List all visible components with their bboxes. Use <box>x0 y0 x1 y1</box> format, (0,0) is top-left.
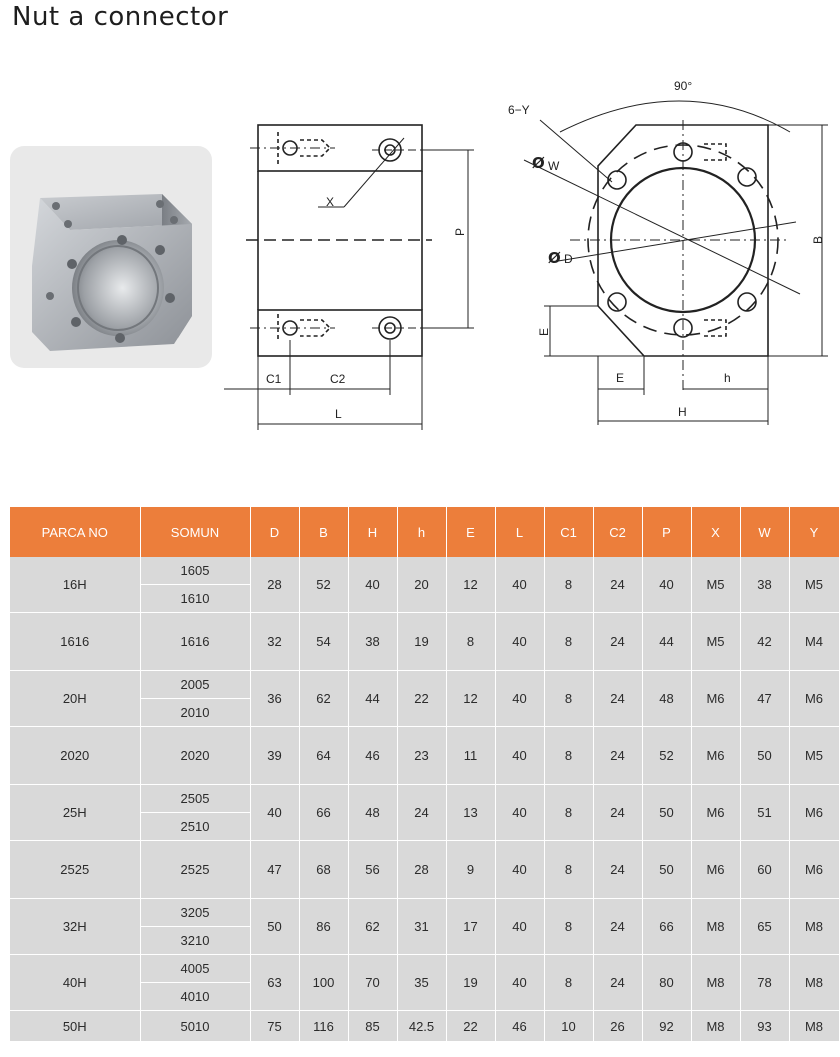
value-cell: 50 <box>740 727 789 785</box>
table-row <box>10 1011 839 1042</box>
value-cell: 44 <box>642 613 691 671</box>
value-cell: M8 <box>789 899 839 955</box>
column-header: h <box>397 507 446 557</box>
part-number-cell: 1616 <box>10 613 140 671</box>
technical-drawings <box>0 0 840 470</box>
value-cell: M6 <box>789 785 839 841</box>
value-cell: 42.5 <box>397 1011 446 1042</box>
value-cell: 40 <box>495 785 544 841</box>
label-x: X <box>326 195 335 209</box>
value-cell: 35 <box>397 955 446 1011</box>
diameter-symbol-d: Ø <box>548 249 561 267</box>
value-cell: 100 <box>299 955 348 1011</box>
label-holes: 6−Y <box>508 103 530 117</box>
value-cell: 93 <box>740 1011 789 1042</box>
table-row <box>10 955 839 983</box>
value-cell: 11 <box>446 727 495 785</box>
value-cell: 24 <box>593 557 642 613</box>
value-cell: 47 <box>740 671 789 727</box>
value-cell: 8 <box>544 671 593 727</box>
value-cell: 13 <box>446 785 495 841</box>
label-h-big: H <box>678 405 687 419</box>
value-cell: 50 <box>642 785 691 841</box>
value-cell: 8 <box>544 727 593 785</box>
table-row <box>10 899 839 927</box>
part-number-cell: 40H <box>10 955 140 1011</box>
value-cell: 22 <box>446 1011 495 1042</box>
label-h-small: h <box>724 371 731 385</box>
value-cell: 24 <box>397 785 446 841</box>
table-row <box>10 671 839 699</box>
value-cell: 85 <box>348 1011 397 1042</box>
column-header: C2 <box>593 507 642 557</box>
value-cell: 44 <box>348 671 397 727</box>
value-cell: M6 <box>691 671 740 727</box>
table-row <box>10 727 839 785</box>
column-header: C1 <box>544 507 593 557</box>
value-cell: M4 <box>789 613 839 671</box>
value-cell: M6 <box>691 841 740 899</box>
value-cell: 40 <box>495 841 544 899</box>
column-header: D <box>250 507 299 557</box>
value-cell: 116 <box>299 1011 348 1042</box>
value-cell: 78 <box>740 955 789 1011</box>
value-cell: M6 <box>789 841 839 899</box>
nut-cell: 3210 <box>140 927 250 955</box>
value-cell: 24 <box>593 899 642 955</box>
value-cell: 54 <box>299 613 348 671</box>
part-number-cell: 50H <box>10 1011 140 1042</box>
column-header: H <box>348 507 397 557</box>
value-cell: 40 <box>495 671 544 727</box>
value-cell: M8 <box>789 1011 839 1042</box>
value-cell: 17 <box>446 899 495 955</box>
value-cell: M5 <box>691 557 740 613</box>
value-cell: 8 <box>446 613 495 671</box>
value-cell: 47 <box>250 841 299 899</box>
value-cell: 32 <box>250 613 299 671</box>
label-c1: C1 <box>266 372 282 386</box>
value-cell: 19 <box>397 613 446 671</box>
value-cell: 24 <box>593 841 642 899</box>
value-cell: 65 <box>740 899 789 955</box>
diameter-symbol-w: Ø <box>532 154 545 172</box>
value-cell: M6 <box>691 785 740 841</box>
value-cell: 23 <box>397 727 446 785</box>
nut-cell: 4005 <box>140 955 250 983</box>
nut-cell: 2010 <box>140 699 250 727</box>
value-cell: 52 <box>299 557 348 613</box>
table-row <box>10 785 839 813</box>
table-row <box>10 841 839 899</box>
part-number-cell: 20H <box>10 671 140 727</box>
nut-cell: 2525 <box>140 841 250 899</box>
nut-cell: 2020 <box>140 727 250 785</box>
value-cell: 10 <box>544 1011 593 1042</box>
value-cell: 64 <box>299 727 348 785</box>
value-cell: 8 <box>544 557 593 613</box>
column-header: B <box>299 507 348 557</box>
value-cell: 28 <box>397 841 446 899</box>
column-header: L <box>495 507 544 557</box>
value-cell: 68 <box>299 841 348 899</box>
value-cell: 52 <box>642 727 691 785</box>
value-cell: 40 <box>250 785 299 841</box>
value-cell: 9 <box>446 841 495 899</box>
value-cell: 8 <box>544 955 593 1011</box>
side-view <box>224 125 474 430</box>
value-cell: 40 <box>495 727 544 785</box>
value-cell: 51 <box>740 785 789 841</box>
label-w: W <box>548 159 560 173</box>
value-cell: 8 <box>544 613 593 671</box>
label-e-bottom: E <box>616 371 625 385</box>
value-cell: 39 <box>250 727 299 785</box>
value-cell: 36 <box>250 671 299 727</box>
nut-cell: 5010 <box>140 1011 250 1042</box>
value-cell: 50 <box>250 899 299 955</box>
value-cell: M8 <box>691 955 740 1011</box>
value-cell: 12 <box>446 557 495 613</box>
value-cell: M5 <box>691 613 740 671</box>
value-cell: 40 <box>495 955 544 1011</box>
part-number-cell: 32H <box>10 899 140 955</box>
value-cell: 19 <box>446 955 495 1011</box>
value-cell: 70 <box>348 955 397 1011</box>
value-cell: 8 <box>544 841 593 899</box>
value-cell: 66 <box>299 785 348 841</box>
value-cell: 40 <box>495 899 544 955</box>
spec-table <box>10 507 840 1042</box>
value-cell: 8 <box>544 785 593 841</box>
value-cell: 20 <box>397 557 446 613</box>
nut-cell: 1616 <box>140 613 250 671</box>
column-header: PARCA NO <box>10 507 140 557</box>
value-cell: 62 <box>348 899 397 955</box>
value-cell: 46 <box>348 727 397 785</box>
value-cell: M8 <box>789 955 839 1011</box>
page-title: Nut a connector <box>12 2 229 32</box>
value-cell: 75 <box>250 1011 299 1042</box>
nut-cell: 1605 <box>140 557 250 585</box>
nut-cell: 1610 <box>140 585 250 613</box>
label-b: B <box>811 235 825 244</box>
value-cell: 24 <box>593 955 642 1011</box>
value-cell: 24 <box>593 613 642 671</box>
column-header: X <box>691 507 740 557</box>
value-cell: 24 <box>593 785 642 841</box>
label-c2: C2 <box>330 372 346 386</box>
label-angle: 90° <box>674 79 693 93</box>
value-cell: 66 <box>642 899 691 955</box>
column-header: E <box>446 507 495 557</box>
value-cell: M5 <box>789 557 839 613</box>
value-cell: 46 <box>495 1011 544 1042</box>
column-header: SOMUN <box>140 507 250 557</box>
value-cell: M8 <box>691 1011 740 1042</box>
value-cell: 56 <box>348 841 397 899</box>
value-cell: 31 <box>397 899 446 955</box>
value-cell: M5 <box>789 727 839 785</box>
value-cell: 38 <box>740 557 789 613</box>
part-number-cell: 25H <box>10 785 140 841</box>
nut-cell: 3205 <box>140 899 250 927</box>
value-cell: M6 <box>789 671 839 727</box>
table-row <box>10 557 839 585</box>
table-header-row <box>10 507 839 557</box>
part-number-cell: 2020 <box>10 727 140 785</box>
value-cell: 62 <box>299 671 348 727</box>
value-cell: 22 <box>397 671 446 727</box>
column-header: W <box>740 507 789 557</box>
label-d: D <box>564 252 573 266</box>
label-l: L <box>335 407 342 421</box>
value-cell: 80 <box>642 955 691 1011</box>
value-cell: 40 <box>495 613 544 671</box>
value-cell: 26 <box>593 1011 642 1042</box>
nut-cell: 2510 <box>140 813 250 841</box>
value-cell: 50 <box>642 841 691 899</box>
nut-cell: 2505 <box>140 785 250 813</box>
column-header: P <box>642 507 691 557</box>
value-cell: M6 <box>691 727 740 785</box>
label-e-side: E <box>537 327 551 336</box>
value-cell: 48 <box>642 671 691 727</box>
value-cell: 8 <box>544 899 593 955</box>
value-cell: 40 <box>348 557 397 613</box>
nut-cell: 2005 <box>140 671 250 699</box>
value-cell: 92 <box>642 1011 691 1042</box>
value-cell: 40 <box>495 557 544 613</box>
value-cell: 24 <box>593 727 642 785</box>
value-cell: 12 <box>446 671 495 727</box>
label-p: P <box>453 227 467 236</box>
value-cell: 48 <box>348 785 397 841</box>
value-cell: M8 <box>691 899 740 955</box>
part-number-cell: 2525 <box>10 841 140 899</box>
nut-cell: 4010 <box>140 983 250 1011</box>
value-cell: 28 <box>250 557 299 613</box>
value-cell: 40 <box>642 557 691 613</box>
value-cell: 86 <box>299 899 348 955</box>
value-cell: 63 <box>250 955 299 1011</box>
value-cell: 24 <box>593 671 642 727</box>
value-cell: 60 <box>740 841 789 899</box>
table-row <box>10 613 839 671</box>
column-header: Y <box>789 507 839 557</box>
part-number-cell: 16H <box>10 557 140 613</box>
value-cell: 42 <box>740 613 789 671</box>
value-cell: 38 <box>348 613 397 671</box>
